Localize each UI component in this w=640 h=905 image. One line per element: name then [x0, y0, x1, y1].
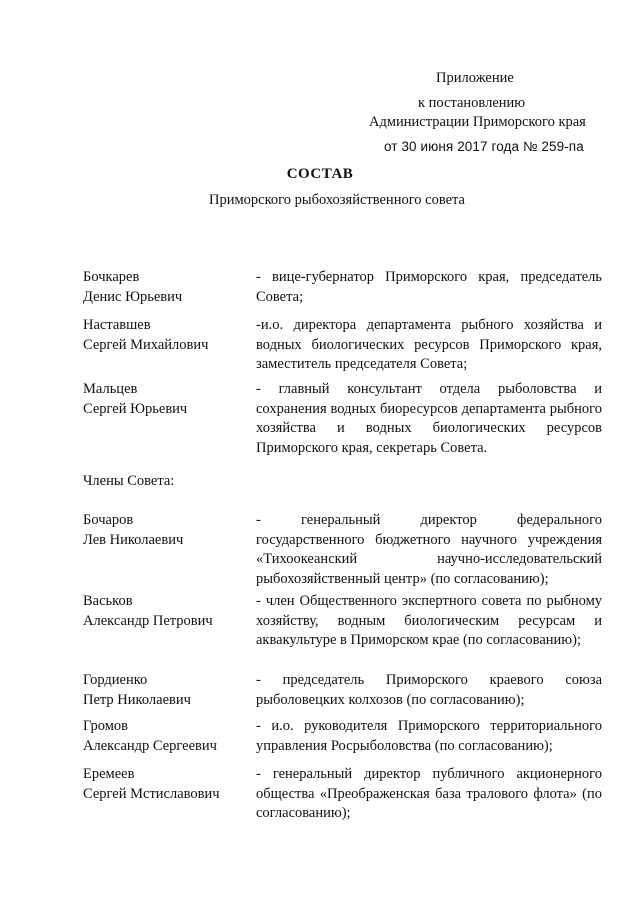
member-role: - член Общественного экспертного совета по рыбному хозяйству, водным биологическим ресурсам и аквакультуре в Приморском крае (по согласованию); — [256, 593, 602, 648]
member-name — [83, 717, 248, 756]
member-given-names: Александр Петрович — [83, 612, 213, 629]
member-given-names: Денис Юрьевич — [83, 288, 183, 305]
member-given-names: Александр Сергеевич — [83, 737, 217, 754]
member-surname: Гордиенко — [83, 672, 148, 688]
member-surname: Громов — [83, 718, 128, 734]
appendix-resolution: к постановлению — [418, 95, 526, 111]
document-subtitle: Приморского рыбохозяйственного совета — [208, 192, 465, 208]
member-name — [83, 765, 248, 804]
appendix-block — [368, 69, 608, 156]
member-name — [83, 671, 248, 710]
member-surname: Бочаров — [83, 512, 134, 528]
member-given-names: Сергей Юрьевич — [83, 400, 188, 417]
member-role: - вице-губернатор Приморского края, председатель Совета; — [256, 269, 602, 305]
appendix-label: Приложение — [436, 70, 514, 86]
member-role: - генеральный директор публичного акционерного общества «Преображенская база тралового флота» (по согласованию); — [256, 766, 602, 821]
member-given-names: Сергей Мстиславович — [83, 785, 220, 802]
members-heading: Члены Совета: — [83, 473, 175, 489]
member-surname: Мальцев — [83, 381, 138, 397]
member-name — [83, 511, 248, 550]
member-name — [83, 316, 248, 355]
document-title: СОСТАВ — [286, 166, 354, 182]
member-role: - главный консультант отдела рыболовства и сохранения водных биоресурсов департамента рыбного хозяйства и водных биологических ресурсов Приморского края, секретарь Совета. — [256, 381, 602, 456]
member-surname: Еремеев — [83, 766, 135, 782]
member-surname: Васьков — [83, 593, 133, 609]
member-role: - и.о. руководителя Приморского территориального управления Росрыболовства (по согласованию); — [256, 718, 602, 754]
appendix-date-number: от 30 июня 2017 года № 259-па — [384, 139, 584, 154]
member-name — [83, 380, 248, 419]
member-role: - генеральный директор федерального государственного бюджетного научного учреждения «Тихоокеанский научно-исследовательский рыбохозяйственный центр» (по согласованию); — [256, 512, 602, 587]
member-given-names: Сергей Михайлович — [83, 336, 209, 353]
member-given-names: Лев Николаевич — [83, 531, 184, 548]
member-surname: Наставшев — [83, 317, 151, 333]
member-name — [83, 268, 248, 307]
member-given-names: Петр Николаевич — [83, 691, 191, 708]
member-role: -и.о. директора департамента рыбного хозяйства и водных биологических ресурсов Приморского края, заместитель председателя Совета; — [256, 317, 602, 372]
member-surname: Бочкарев — [83, 269, 140, 285]
appendix-administration: Администрации Приморского края — [369, 114, 586, 130]
member-role: - председатель Приморского краевого союза рыболовецких колхозов (по согласованию); — [256, 672, 602, 708]
member-name — [83, 592, 248, 631]
